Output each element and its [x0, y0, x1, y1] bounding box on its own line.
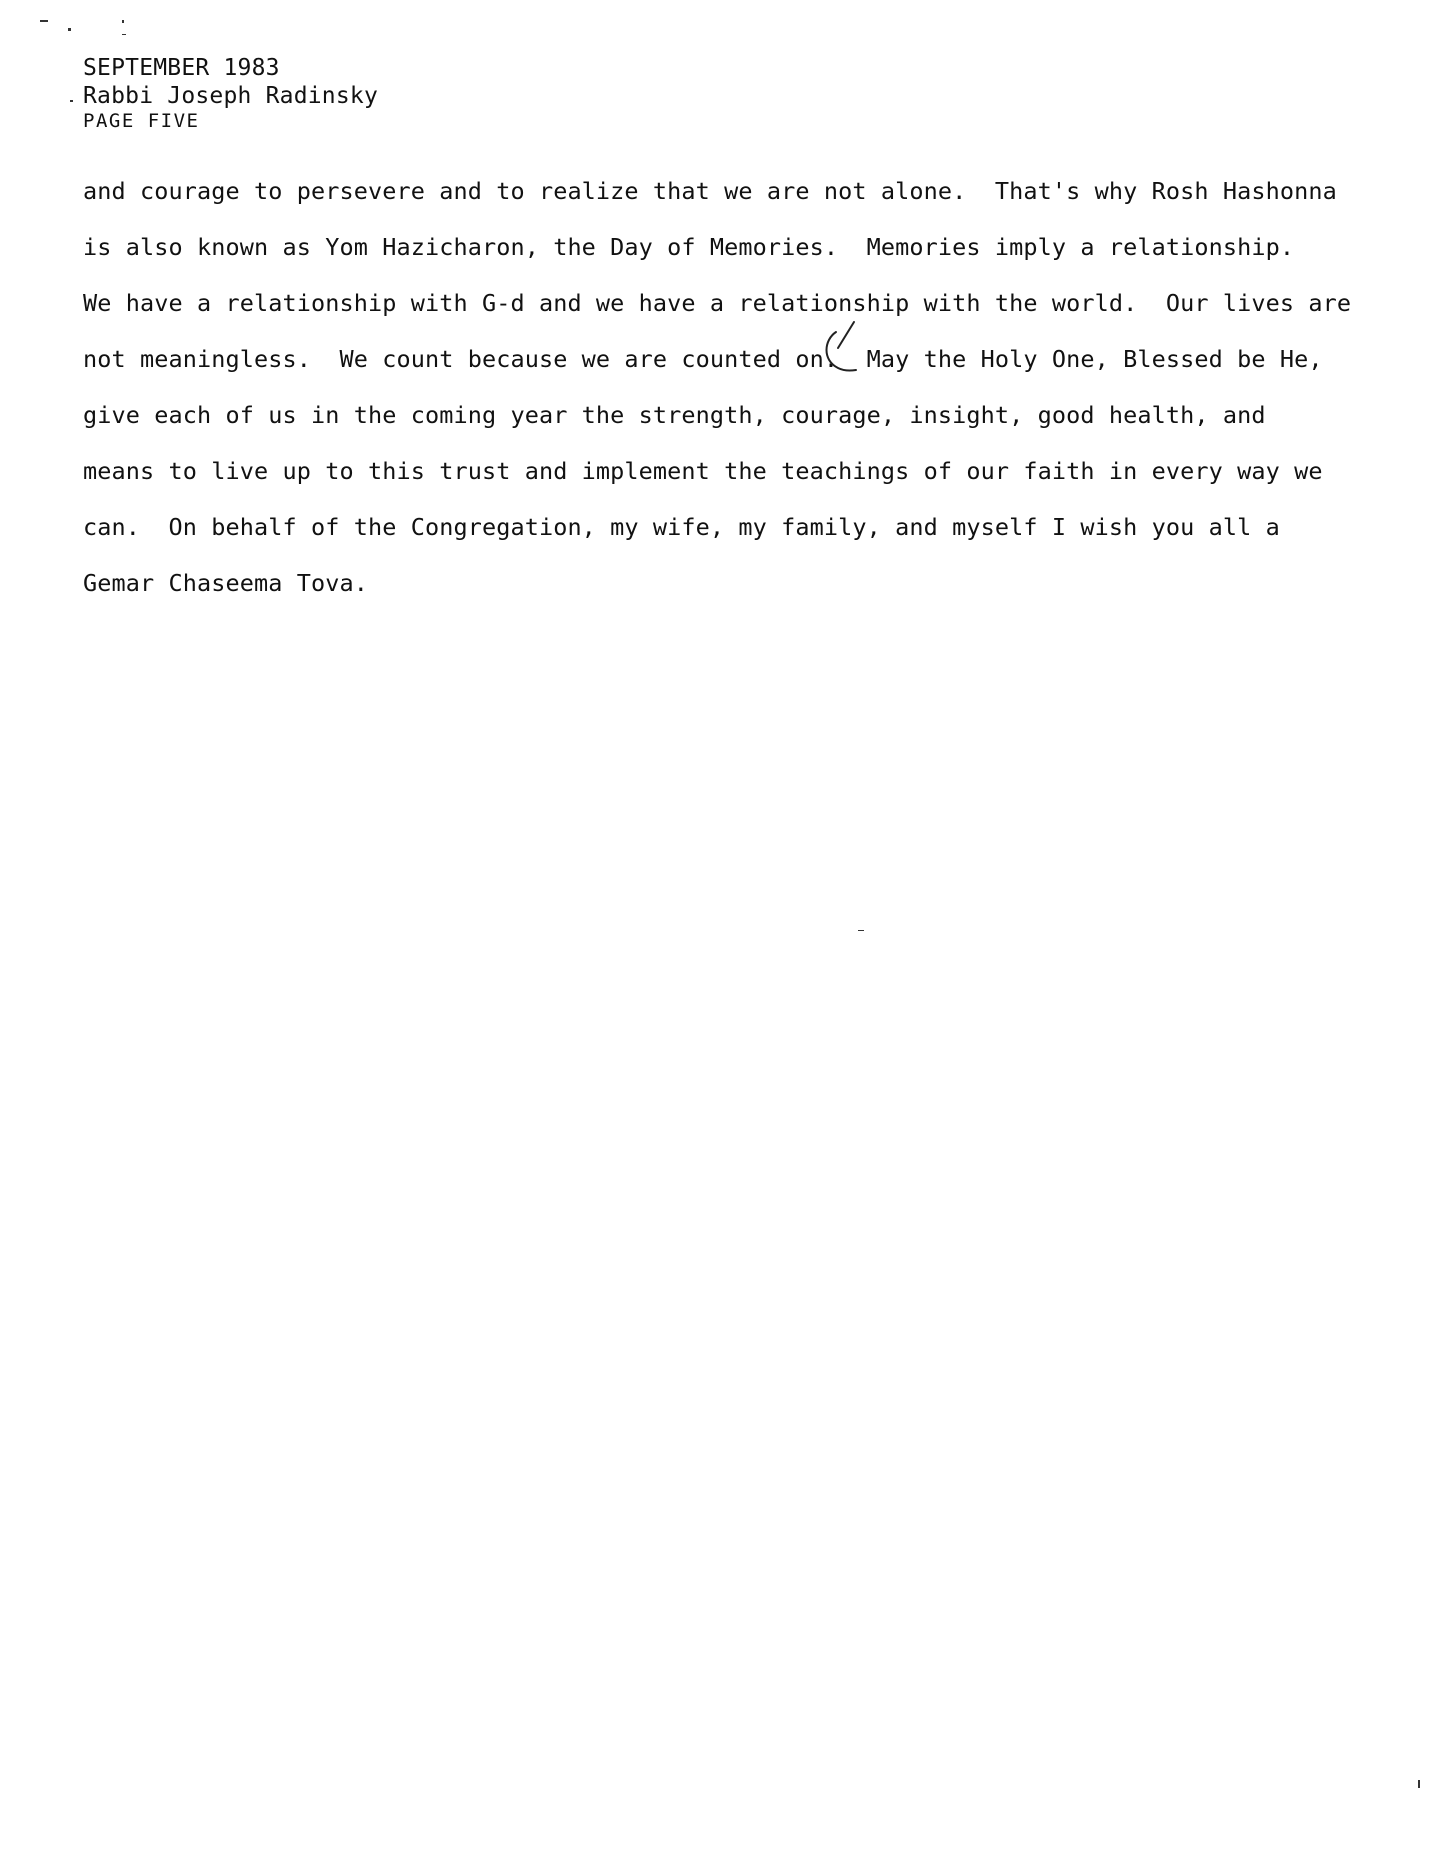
header-date: SEPTEMBER 1983 [83, 55, 280, 81]
body-line: Gemar Chaseema Tova. [83, 569, 368, 597]
header-page-number: PAGE FIVE [83, 110, 200, 132]
body-line: can. On behalf of the Congregation, my wife, my family, and myself I wish you all a [83, 513, 1280, 541]
scan-speck [858, 930, 864, 931]
document-header [83, 54, 378, 132]
body-line: not meaningless. We count because we are counted on. May the Holy One, Blessed be He, [83, 345, 1323, 373]
body-paragraph [83, 163, 1353, 611]
body-line: give each of us in the coming year the strength, courage, insight, good health, and [83, 401, 1266, 429]
scan-speck [122, 20, 124, 23]
body-line: We have a relationship with G-d and we have a relationship with the world. Our lives are [83, 289, 1352, 317]
body-line: is also known as Yom Hazicharon, the Day of Memories. Memories imply a relationship. [83, 233, 1295, 261]
body-line: and courage to persevere and to realize that we are not alone. That's why Rosh Hashonna [83, 177, 1337, 205]
body-line: means to live up to this trust and implement the teachings of our faith in every way we [83, 457, 1323, 485]
scan-speck [40, 20, 48, 22]
handwritten-paragraph-mark [820, 318, 860, 378]
scan-speck [68, 28, 71, 31]
scan-speck [70, 100, 73, 102]
scan-speck [1418, 1780, 1420, 1788]
header-author: Rabbi Joseph Radinsky [83, 83, 378, 109]
scan-speck [122, 34, 126, 35]
